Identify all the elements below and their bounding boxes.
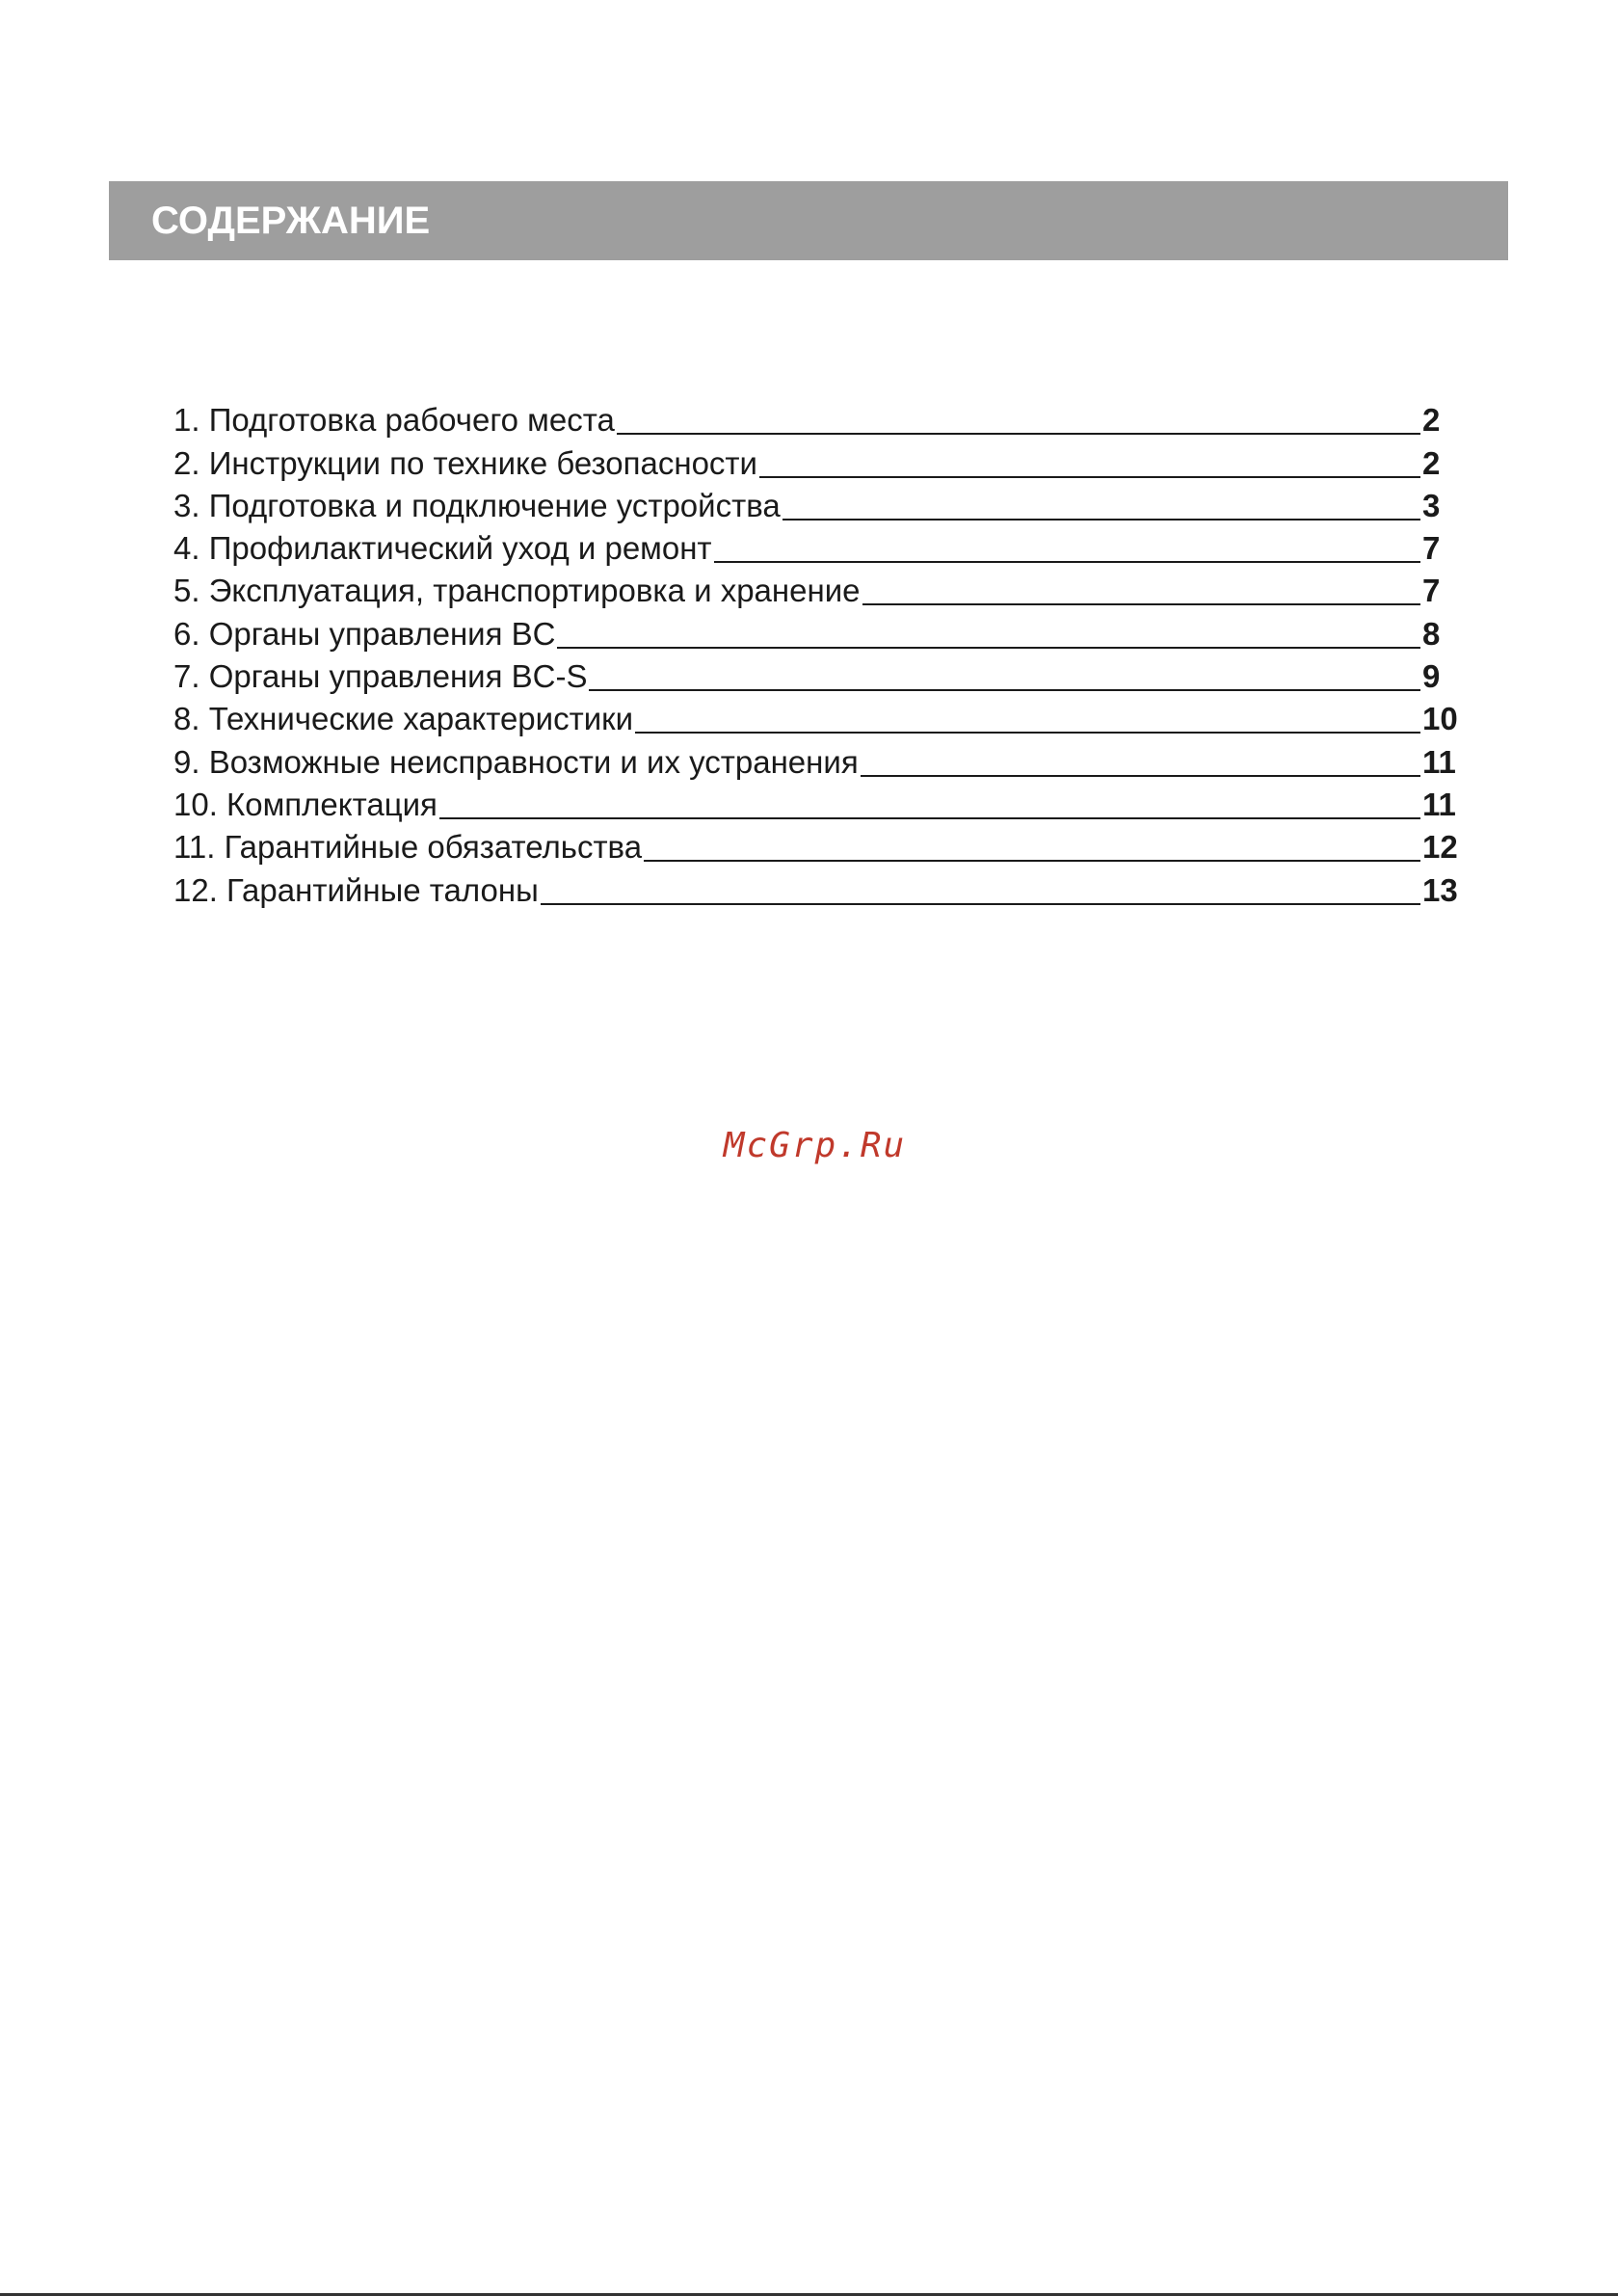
toc-entry-page: 2	[1422, 444, 1441, 481]
toc-leader-line	[782, 519, 1420, 521]
toc-leader-line	[557, 647, 1420, 649]
toc-leader-line	[439, 817, 1420, 819]
toc-entry-label: 6. Органы управления BC	[173, 615, 556, 652]
toc-entry-label: 9. Возможные неисправности и их устранения	[173, 743, 859, 780]
toc-entry-page: 3	[1422, 487, 1441, 523]
toc-leader-line	[759, 476, 1420, 478]
toc-entry-page: 2	[1422, 402, 1441, 439]
toc-leader-line	[714, 561, 1420, 563]
toc-entry[interactable]	[173, 566, 1465, 608]
table-of-contents	[173, 395, 1465, 908]
toc-entry[interactable]	[173, 780, 1465, 822]
toc-leader-line	[541, 903, 1420, 905]
toc-entry[interactable]	[173, 395, 1465, 438]
toc-entry-label: 1. Подготовка рабочего места	[173, 402, 615, 439]
toc-leader-line	[635, 732, 1420, 734]
toc-entry-label: 12. Гарантийные талоны	[173, 871, 539, 908]
toc-entry-page: 8	[1422, 615, 1441, 652]
toc-leader-line	[862, 603, 1421, 605]
toc-entry-page: 13	[1422, 871, 1458, 908]
toc-leader-line	[644, 860, 1420, 862]
toc-entry[interactable]	[173, 652, 1465, 694]
section-header-bar	[109, 181, 1508, 260]
toc-entry-page: 12	[1422, 829, 1458, 866]
toc-entry-label: 3. Подготовка и подключение устройства	[173, 487, 781, 523]
toc-leader-line	[617, 433, 1420, 435]
toc-entry-page: 11	[1422, 786, 1456, 822]
toc-entry[interactable]	[173, 736, 1465, 779]
toc-entry[interactable]	[173, 694, 1465, 736]
toc-entry[interactable]	[173, 523, 1465, 566]
toc-entry-label: 7. Органы управления BC-S	[173, 658, 588, 695]
toc-entry[interactable]	[173, 822, 1465, 865]
toc-entry-label: 5. Эксплуатация, транспортировка и хранение	[173, 573, 861, 609]
toc-entry[interactable]	[173, 608, 1465, 651]
toc-entry-label: 2. Инструкции по технике безопасности	[173, 444, 757, 481]
toc-entry-page: 11	[1422, 743, 1456, 780]
toc-entry-page: 7	[1422, 530, 1441, 567]
toc-entry-label: 8. Технические характеристики	[173, 701, 634, 737]
watermark-text: McGrp.Ru	[723, 1126, 907, 1165]
toc-leader-line	[589, 689, 1420, 691]
toc-entry-page: 10	[1422, 701, 1458, 737]
toc-entry[interactable]	[173, 865, 1465, 907]
toc-entry-page: 9	[1422, 658, 1441, 695]
toc-entry-label: 4. Профилактический уход и ремонт	[173, 530, 712, 567]
toc-entry-page: 7	[1422, 573, 1441, 609]
toc-entry[interactable]	[173, 438, 1465, 480]
toc-entry[interactable]	[173, 481, 1465, 523]
toc-entry-label: 11. Гарантийные обязательства	[173, 829, 643, 866]
page-title: СОДЕРЖАНИЕ	[151, 200, 431, 242]
toc-entry-label: 10. Комплектация	[173, 786, 438, 822]
toc-leader-line	[861, 775, 1420, 777]
